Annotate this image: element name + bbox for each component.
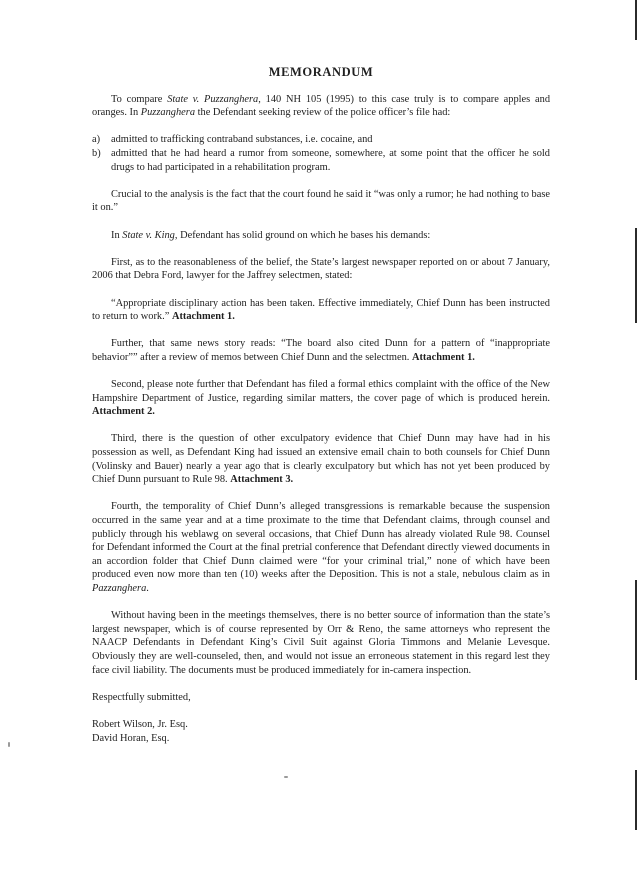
document-title: MEMORANDUM (268, 65, 374, 79)
attachment-ref: Attachment 1. (411, 351, 475, 363)
third-paragraph (92, 432, 550, 486)
attachment-ref: Attachment 1. (171, 311, 235, 323)
quote-text: “Appropriate disciplinary action has been taken. Effective immediately, Chief Dunn has been instructed to return to work.” (92, 297, 550, 323)
case-citation-puzzanghera: State v. Puzzanghera (167, 93, 259, 105)
signer-name: Robert Wilson, Jr. Esq. (92, 718, 188, 730)
list-item (92, 147, 550, 174)
fourth-text-1: Fourth, the temporality of Chief Dunn’s alleged transgressions is remarkable because the suspension occurred in the same year and at a time proximate to the time that Defendant claims, through counsel and publicly through his weblawg on several occasions, that Chief Dunn has already violated Rule 98. Counsel for Defendant informed the Court at the final pretrial conference that Defendant directly viewed documents in an accordion folder that Chief Dunn claimed were “for your criminal trial,” none of which have been produced even now more than ten (10) weeks after the Deposition. This is not a stale, nebulous claim as in (92, 501, 550, 581)
list-marker: b) (92, 147, 101, 159)
second-paragraph (92, 378, 550, 419)
intro-text-3: the Defendant seeking review of the police officer’s file had: (195, 107, 451, 119)
quote-paragraph (92, 297, 550, 324)
king-text-1: In (111, 229, 123, 241)
case-name-puzzanghera: Puzzanghera (140, 107, 196, 119)
attachment-ref: Attachment 2. (92, 406, 155, 418)
king-paragraph (92, 229, 550, 243)
list-marker: a) (92, 134, 101, 146)
signature-block (92, 718, 550, 745)
third-text: Third, there is the question of other exculpatory evidence that Chief Dunn may have had in his possession as well, as Defendant King had issued an extensive email chain to both counsels for Chief Dunn (Volinsky and Bauer) nearly a year ago that is clearly exculpatory but which has not yet been produced by Chief Dunn pursuant to Rule 98. (92, 433, 550, 486)
signer-name: David Horan, Esq. (92, 732, 170, 744)
crucial-paragraph: Crucial to the analysis is the fact that the court found he said it “was only a rumor; he had nothing to base it on.” (92, 188, 550, 214)
scan-speck (8, 742, 10, 747)
list-item-text: admitted to trafficking contraband substances, i.e. cocaine, and (111, 134, 373, 146)
without-paragraph: Without having been in the meetings themselves, there is no better source of information than the state’s largest newspaper, which is of course represented by Orr & Reno, the same attorneys who represent the NAACP Defendants in Defendant King’s Civil Suit against Gloria Timmons and Melanie Levesque. Obviously they are well-counseled, then, and would not issue an erroneous statement in this regard lest they face civil liability. The documents must be produced immediately for in-camera inspection. (92, 610, 550, 676)
first-paragraph: First, as to the reasonableness of the belief, the State’s largest newspaper reported on or about 7 January, 2006 that Debra Ford, lawyer for the Jaffrey selectmen, stated: (92, 256, 550, 282)
further-text: Further, that same news story reads: “The board also cited Dunn for a pattern of “inappropriate behavior”” after a review of memos between Chief Dunn and the selectmen. (92, 338, 550, 363)
memorandum-body (92, 66, 550, 745)
intro-text-1: To compare (111, 93, 168, 105)
scan-speck (284, 776, 288, 778)
case-name-king: State v. King (122, 229, 175, 241)
fourth-paragraph (92, 500, 550, 595)
list-item (92, 133, 550, 147)
further-paragraph (92, 337, 550, 364)
king-text-2: , Defendant has solid ground on which he bases his demands: (174, 229, 431, 241)
list-item-text: admitted that he had heard a rumor from someone, somewhere, at some point that the officer he sold drugs to had participated in a rehabilitation program. (111, 147, 550, 173)
second-text: Second, please note further that Defendant has filed a formal ethics complaint with the office of the New Hampshire Department of Justice, regarding similar matters, the cover page of which is produced herein. (92, 379, 550, 404)
intro-paragraph (92, 93, 550, 120)
intro-text-2: , 140 NH 105 (1995) to this case truly is to compare apples and oranges. In (92, 93, 551, 119)
closing-line: Respectfully submitted, (92, 691, 191, 703)
fourth-text-2: . (146, 582, 149, 594)
attachment-ref: Attachment 3. (230, 474, 294, 486)
case-name-pazzanghera: Pazzanghera (92, 582, 147, 594)
admissions-list (92, 133, 550, 174)
